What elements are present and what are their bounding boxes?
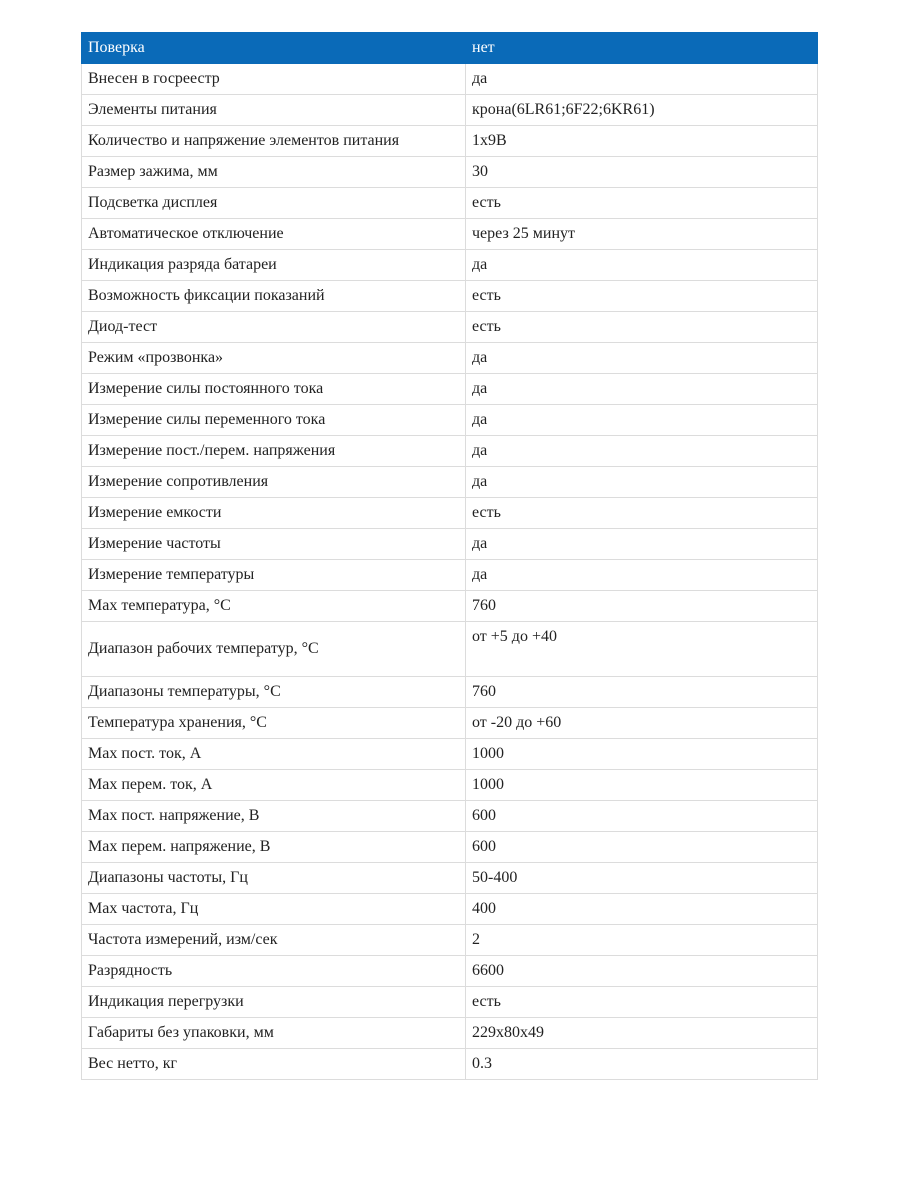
table-row [82,677,818,708]
row-name-cell: Размер зажима, мм [82,157,466,188]
table-row [82,591,818,622]
row-value-cell: есть [466,498,818,529]
row-value-cell: 6600 [466,956,818,987]
row-name-cell: Режим «прозвонка» [82,343,466,374]
table-row [82,770,818,801]
table-row [82,343,818,374]
row-value-cell: есть [466,987,818,1018]
table-row [82,894,818,925]
table-row [82,529,818,560]
row-name-cell: Элементы питания [82,95,466,126]
row-value-cell: 229x80x49 [466,1018,818,1049]
row-value-cell: 30 [466,157,818,188]
row-value-cell: 1000 [466,770,818,801]
table-row [82,281,818,312]
row-name-cell: Температура хранения, °C [82,708,466,739]
table-row [82,863,818,894]
row-name-cell: Max частота, Гц [82,894,466,925]
row-name-cell: Подсветка дисплея [82,188,466,219]
row-name-cell: Измерение частоты [82,529,466,560]
row-value-cell: от +5 до +40 [466,622,818,677]
table-row [82,925,818,956]
table-row [82,956,818,987]
row-name-cell: Max пост. напряжение, В [82,801,466,832]
table-header-row [82,33,818,64]
row-value-cell: есть [466,281,818,312]
row-name-cell: Габариты без упаковки, мм [82,1018,466,1049]
table-row [82,739,818,770]
table-row [82,1049,818,1080]
table-row [82,498,818,529]
row-name-cell: Max пост. ток, А [82,739,466,770]
row-value-cell: да [466,250,818,281]
table-row [82,188,818,219]
row-name-cell: Диод-тест [82,312,466,343]
row-value-cell: через 25 минут [466,219,818,250]
row-name-cell: Диапазоны частоты, Гц [82,863,466,894]
row-value-cell: 1000 [466,739,818,770]
row-name-cell: Вес нетто, кг [82,1049,466,1080]
row-value-cell: да [466,467,818,498]
row-name-cell: Разрядность [82,956,466,987]
table-row [82,1018,818,1049]
row-name-cell: Измерение температуры [82,560,466,591]
row-value-cell: 600 [466,832,818,863]
table-row [82,622,818,677]
table-row [82,436,818,467]
row-value-cell: да [466,343,818,374]
header-value-cell: нет [466,33,818,64]
table-row [82,126,818,157]
table-row [82,374,818,405]
row-name-cell: Измерение силы переменного тока [82,405,466,436]
header-name-cell: Поверка [82,33,466,64]
row-name-cell: Автоматическое отключение [82,219,466,250]
table-row [82,157,818,188]
table-row [82,405,818,436]
row-value-cell: да [466,405,818,436]
row-name-cell: Max перем. напряжение, В [82,832,466,863]
row-value-cell: да [466,374,818,405]
table-row [82,64,818,95]
row-value-cell: есть [466,312,818,343]
row-value-cell: от -20 до +60 [466,708,818,739]
row-value-cell: 2 [466,925,818,956]
row-value-cell: 760 [466,677,818,708]
row-name-cell: Индикация разряда батареи [82,250,466,281]
row-value-cell: 0.3 [466,1049,818,1080]
row-value-cell: 760 [466,591,818,622]
table-row [82,95,818,126]
row-value-cell: 600 [466,801,818,832]
row-name-cell: Количество и напряжение элементов питания [82,126,466,157]
row-value-cell: 400 [466,894,818,925]
row-name-cell: Диапазоны температуры, °C [82,677,466,708]
row-value-cell: да [466,560,818,591]
row-name-cell: Max температура, °C [82,591,466,622]
table-row [82,708,818,739]
row-value-cell: крона(6LR61;6F22;6KR61) [466,95,818,126]
table-row [82,312,818,343]
row-value-cell: да [466,529,818,560]
row-name-cell: Max перем. ток, А [82,770,466,801]
table-row [82,467,818,498]
row-name-cell: Измерение силы постоянного тока [82,374,466,405]
spec-table [81,32,818,1080]
row-name-cell: Измерение пост./перем. напряжения [82,436,466,467]
table-row [82,832,818,863]
row-name-cell: Частота измерений, изм/сек [82,925,466,956]
row-name-cell: Измерение сопротивления [82,467,466,498]
row-name-cell: Диапазон рабочих температур, °C [82,622,466,677]
row-value-cell: 50-400 [466,863,818,894]
table-row [82,987,818,1018]
table-row [82,219,818,250]
table-row [82,250,818,281]
table-row [82,801,818,832]
row-value-cell: да [466,64,818,95]
row-name-cell: Индикация перегрузки [82,987,466,1018]
row-name-cell: Измерение емкости [82,498,466,529]
row-value-cell: есть [466,188,818,219]
table-row [82,560,818,591]
spec-table-body [82,33,818,1080]
row-value-cell: да [466,436,818,467]
row-name-cell: Возможность фиксации показаний [82,281,466,312]
row-value-cell: 1x9В [466,126,818,157]
row-name-cell: Внесен в госреестр [82,64,466,95]
